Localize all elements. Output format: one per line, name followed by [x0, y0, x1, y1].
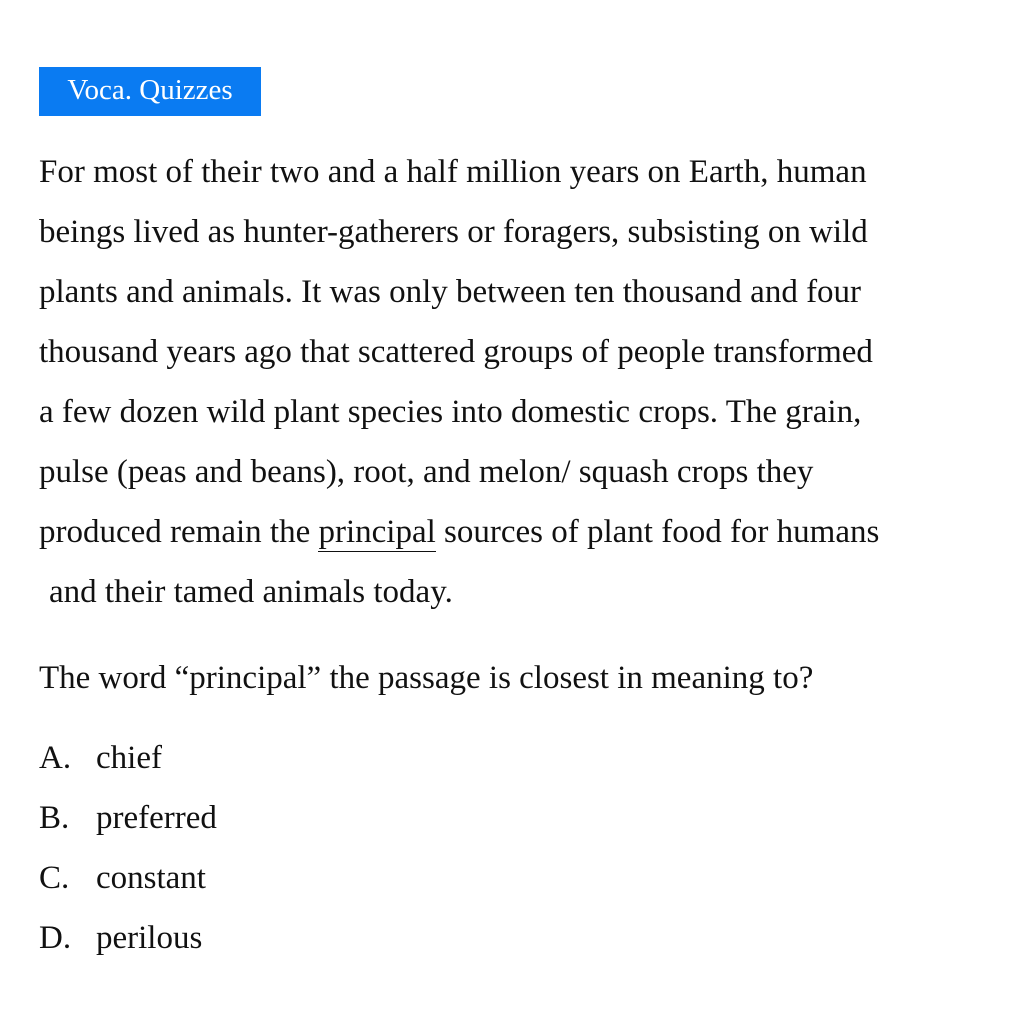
option-letter: A.	[39, 740, 72, 776]
option-letter: D.	[39, 920, 72, 956]
passage-line: For most of their two and a half million years on Earth, human	[39, 154, 867, 190]
answer-option-c[interactable]	[39, 850, 217, 910]
reading-passage	[39, 142, 1019, 622]
question-prompt: The word “principal” the passage is closest in meaning to?	[39, 660, 814, 696]
option-text: chief	[96, 740, 162, 776]
passage-line: and their tamed animals today.	[49, 574, 453, 610]
passage-line: plants and animals. It was only between ten thousand and four	[39, 274, 862, 310]
option-letter: C.	[39, 860, 70, 896]
quiz-category-badge: Voca. Quizzes	[39, 67, 261, 116]
answer-options	[39, 730, 217, 970]
answer-option-a[interactable]	[39, 730, 217, 790]
underlined-keyword: principal	[318, 514, 436, 550]
option-text: preferred	[96, 800, 217, 836]
passage-line: thousand years ago that scattered groups of people transformed	[39, 334, 873, 370]
option-text: perilous	[96, 920, 203, 956]
answer-option-b[interactable]	[39, 790, 217, 850]
passage-line: a few dozen wild plant species into domestic crops. The grain,	[39, 394, 862, 430]
passage-text: produced remain the	[39, 514, 319, 550]
passage-line: pulse (peas and beans), root, and melon/ squash crops they	[39, 454, 814, 490]
option-letter: B.	[39, 800, 70, 836]
answer-option-d[interactable]	[39, 910, 217, 970]
option-text: constant	[96, 860, 206, 896]
passage-line	[39, 502, 1019, 562]
passage-line: beings lived as hunter-gatherers or foragers, subsisting on wild	[39, 214, 868, 250]
passage-text: sources of plant food for humans	[435, 514, 880, 550]
